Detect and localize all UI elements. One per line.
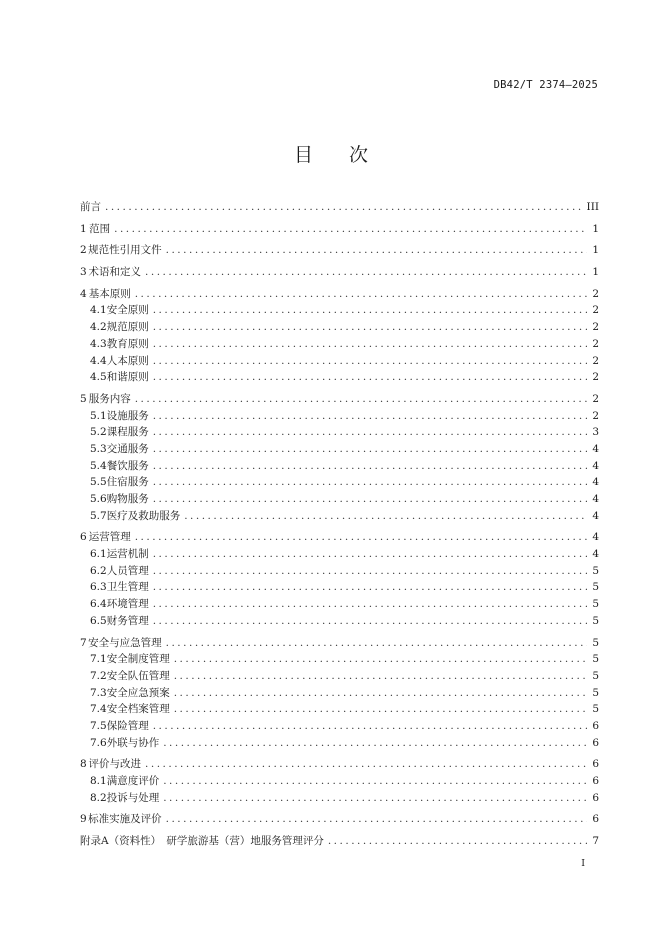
- toc-entry[interactable]: [80, 508, 599, 525]
- toc-entry-number: 7.2: [90, 669, 107, 682]
- toc-leader-dots: [153, 491, 587, 508]
- toc-entry-label: 规范性引用文件: [88, 244, 162, 257]
- toc-entry-page: 4: [592, 442, 599, 455]
- toc-entry-number: 4: [80, 287, 87, 300]
- toc-entry-label: 环境管理: [106, 598, 149, 611]
- toc-entry-label: 范围: [89, 222, 111, 235]
- toc-entry-label: 满意度评价: [106, 775, 160, 787]
- toc-entry[interactable]: [80, 529, 599, 546]
- toc-entry[interactable]: [80, 685, 599, 702]
- toc-entry-number: 8.2: [90, 791, 107, 804]
- toc-entry-number: 7: [80, 636, 87, 649]
- toc-entry-page: 2: [592, 371, 599, 384]
- toc-entry[interactable]: [80, 353, 599, 370]
- toc-entry-number: 5.6: [90, 493, 107, 505]
- toc-entry-page: 5: [592, 581, 599, 594]
- toc-entry-number: 7.6: [90, 736, 107, 749]
- toc-entry-number: 1: [80, 222, 87, 235]
- toc-leader-dots: [153, 424, 587, 441]
- toc-entry-page: 1: [592, 266, 599, 279]
- toc-entry-page: 4: [592, 459, 599, 472]
- toc-entry-label: 安全队伍管理: [106, 669, 170, 682]
- toc-entry[interactable]: [80, 424, 599, 441]
- toc-entry-page: 5: [592, 669, 599, 682]
- toc-leader-dots: [135, 286, 587, 303]
- toc-entry[interactable]: [80, 441, 599, 458]
- toc-entry-number: 7.1: [90, 653, 107, 666]
- toc-entry-label: 医疗及救助服务: [106, 509, 181, 522]
- toc-leader-dots: [153, 458, 587, 475]
- toc-entry-number: 6.1: [90, 548, 107, 561]
- toc-leader-dots: [153, 369, 587, 386]
- toc-entry-number: 6.2: [90, 564, 107, 577]
- toc-entry-number: 7.5: [90, 719, 107, 732]
- toc-entry-page: 2: [592, 321, 599, 334]
- toc-entry-label: 评价与改进: [88, 758, 142, 771]
- toc-entry-number: 6.4: [90, 598, 107, 611]
- toc-entry-number: 6.3: [90, 581, 107, 594]
- toc-leader-dots: [145, 264, 587, 281]
- toc-leader-dots: [153, 546, 587, 563]
- toc-entry-label: 人本原则: [106, 354, 149, 367]
- toc-leader-dots: [105, 199, 583, 216]
- toc-entry[interactable]: [80, 474, 599, 491]
- toc-entry-page: 5: [592, 636, 599, 649]
- toc-leader-dots: [153, 336, 587, 353]
- toc-entry-label: 保险管理: [106, 719, 149, 732]
- toc-leader-dots: [114, 221, 587, 238]
- toc-entry-number: 4.2: [90, 321, 107, 334]
- toc-entry-label: 课程服务: [106, 426, 149, 439]
- toc-entry[interactable]: [80, 491, 599, 508]
- toc-entry-page: 2: [592, 392, 599, 405]
- toc-entry[interactable]: [80, 199, 599, 216]
- toc-entry[interactable]: [80, 701, 599, 718]
- toc-leader-dots: [166, 811, 587, 828]
- toc-entry-page: 7: [592, 835, 599, 848]
- toc-entry-page: 2: [592, 409, 599, 422]
- toc-entry-number: 6: [80, 531, 87, 544]
- toc-entry-label: 运营管理: [88, 531, 131, 544]
- toc-entry-label: 设施服务: [106, 409, 149, 422]
- toc-entry[interactable]: [80, 391, 599, 408]
- toc-entry-page: 6: [592, 719, 599, 732]
- toc-entry-number: 3: [80, 266, 87, 279]
- table-of-contents: [80, 199, 599, 850]
- toc-entry-label: 外联与协作: [106, 736, 160, 749]
- toc-entry-number: 4.3: [90, 337, 107, 350]
- toc-leader-dots: [174, 701, 587, 718]
- toc-entry-page: 1: [592, 244, 599, 257]
- toc-entry-label: 安全应急预案: [106, 686, 170, 699]
- toc-entry-label: 安全档案管理: [106, 703, 170, 716]
- toc-leader-dots: [153, 613, 587, 630]
- toc-entry-label: 运营机制: [106, 548, 149, 561]
- toc-entry[interactable]: [80, 668, 599, 685]
- toc-entry-label: 卫生管理: [106, 581, 149, 594]
- toc-entry-label: 财务管理: [106, 614, 149, 627]
- toc-entry-page: III: [586, 201, 599, 213]
- toc-entry-page: 4: [592, 531, 599, 544]
- title-char-2: 次: [349, 144, 369, 166]
- toc-leader-dots: [163, 790, 587, 807]
- toc-entry-number: 4.1: [90, 304, 107, 317]
- toc-entry[interactable]: [80, 833, 599, 850]
- toc-entry-label: 住宿服务: [106, 476, 149, 489]
- toc-entry-page: 2: [592, 354, 599, 367]
- page-title: [0, 140, 662, 167]
- toc-entry-page: 3: [592, 426, 599, 439]
- toc-leader-dots: [153, 579, 587, 596]
- toc-leader-dots: [184, 508, 587, 525]
- toc-leader-dots: [135, 391, 587, 408]
- toc-entry[interactable]: [80, 408, 599, 425]
- toc-entry[interactable]: [80, 718, 599, 735]
- toc-leader-dots: [153, 474, 587, 491]
- toc-entry-number: 6.5: [90, 614, 107, 627]
- toc-entry-label: 教育原则: [106, 337, 149, 350]
- toc-entry[interactable]: [80, 651, 599, 668]
- toc-leader-dots: [174, 651, 587, 668]
- toc-entry-number: 8: [80, 758, 87, 771]
- toc-entry-number: 8.1: [90, 775, 107, 787]
- toc-leader-dots: [166, 635, 587, 652]
- footer-page-number: I: [581, 858, 585, 869]
- toc-entry-page: 5: [592, 686, 599, 699]
- toc-entry-label: 前言: [80, 201, 101, 213]
- toc-entry-page: 5: [592, 614, 599, 627]
- document-code: DB42/T 2374—2025: [493, 79, 598, 91]
- toc-entry-number: 5.4: [90, 459, 107, 472]
- toc-entry-label: 服务内容: [88, 392, 131, 405]
- toc-entry[interactable]: [80, 264, 599, 281]
- toc-leader-dots: [135, 529, 587, 546]
- toc-entry-number: 5: [80, 392, 87, 405]
- toc-leader-dots: [153, 302, 587, 319]
- toc-entry-page: 4: [592, 548, 599, 561]
- toc-entry-page: 4: [592, 476, 599, 489]
- toc-entry-label: 人员管理: [106, 564, 149, 577]
- toc-leader-dots: [153, 353, 587, 370]
- toc-entry-page: 2: [592, 287, 599, 300]
- toc-entry-number: 5.1: [90, 409, 107, 422]
- toc-leader-dots: [153, 319, 587, 336]
- toc-entry[interactable]: [80, 811, 599, 828]
- toc-entry-label: 规范原则: [106, 321, 149, 334]
- toc-entry[interactable]: [80, 319, 599, 336]
- toc-entry[interactable]: [80, 756, 599, 773]
- toc-entry-page: 1: [592, 222, 599, 235]
- toc-leader-dots: [153, 441, 587, 458]
- toc-entry-label: 投诉与处理: [106, 791, 160, 804]
- toc-leader-dots: [153, 718, 587, 735]
- toc-leader-dots: [163, 735, 587, 752]
- toc-entry[interactable]: [80, 635, 599, 652]
- toc-leader-dots: [145, 756, 587, 773]
- toc-leader-dots: [153, 408, 587, 425]
- toc-entry-label: 术语和定义: [88, 266, 142, 279]
- toc-entry-number: 5.5: [90, 476, 107, 489]
- toc-entry-page: 5: [592, 564, 599, 577]
- toc-entry[interactable]: [80, 242, 599, 259]
- toc-leader-dots: [153, 596, 587, 613]
- toc-entry-label: 基本原则: [88, 287, 131, 300]
- toc-entry[interactable]: [80, 302, 599, 319]
- toc-entry-label: 和谐原则: [106, 371, 149, 384]
- toc-entry-number: 4.4: [90, 354, 107, 367]
- toc-leader-dots: [166, 242, 587, 259]
- toc-entry-page: 6: [592, 775, 599, 787]
- toc-entry-page: 2: [592, 337, 599, 350]
- toc-entry[interactable]: [80, 773, 599, 790]
- toc-entry[interactable]: [80, 613, 599, 630]
- toc-leader-dots: [328, 833, 587, 850]
- toc-entry-page: 6: [592, 758, 599, 771]
- toc-leader-dots: [174, 685, 587, 702]
- title-char-1: 目: [293, 144, 313, 166]
- toc-entry-label: 安全制度管理: [106, 653, 170, 666]
- toc-entry-page: 6: [592, 791, 599, 804]
- toc-entry[interactable]: [80, 286, 599, 303]
- toc-leader-dots: [163, 773, 587, 790]
- toc-entry-number: 9: [80, 813, 87, 826]
- toc-entry[interactable]: [80, 546, 599, 563]
- toc-entry[interactable]: [80, 336, 599, 353]
- toc-entry-label: 交通服务: [106, 442, 149, 455]
- toc-entry-label: 标准实施及评价: [88, 813, 162, 826]
- toc-entry-label: 安全与应急管理: [88, 636, 162, 649]
- toc-entry[interactable]: [80, 221, 599, 238]
- toc-entry[interactable]: [80, 735, 599, 752]
- toc-leader-dots: [174, 668, 587, 685]
- toc-entry-page: 4: [592, 493, 599, 505]
- toc-entry-label: 安全原则: [106, 304, 149, 317]
- toc-entry[interactable]: [80, 579, 599, 596]
- toc-entry-label: 购物服务: [106, 493, 149, 505]
- toc-entry-page: 5: [592, 653, 599, 666]
- toc-entry-page: 6: [592, 736, 599, 749]
- toc-entry-number: 7.4: [90, 703, 107, 716]
- toc-entry-page: 5: [592, 598, 599, 611]
- toc-entry-label: 餐饮服务: [106, 459, 149, 472]
- toc-entry[interactable]: [80, 458, 599, 475]
- toc-entry-page: 2: [592, 304, 599, 317]
- toc-entry-label: 附录A（资料性） 研学旅游基（营）地服务管理评分: [80, 835, 324, 848]
- toc-entry[interactable]: [80, 790, 599, 807]
- toc-entry[interactable]: [80, 563, 599, 580]
- toc-entry-number: 4.5: [90, 371, 107, 384]
- toc-entry-number: 5.2: [90, 426, 107, 439]
- toc-entry-number: 7.3: [90, 686, 107, 699]
- toc-leader-dots: [153, 563, 587, 580]
- toc-entry-page: 6: [592, 813, 599, 826]
- toc-entry[interactable]: [80, 369, 599, 386]
- toc-entry[interactable]: [80, 596, 599, 613]
- toc-entry-number: 2: [80, 244, 87, 257]
- toc-entry-page: 4: [592, 509, 599, 522]
- toc-entry-page: 5: [592, 703, 599, 716]
- toc-entry-number: 5.3: [90, 442, 107, 455]
- toc-entry-number: 5.7: [90, 509, 107, 522]
